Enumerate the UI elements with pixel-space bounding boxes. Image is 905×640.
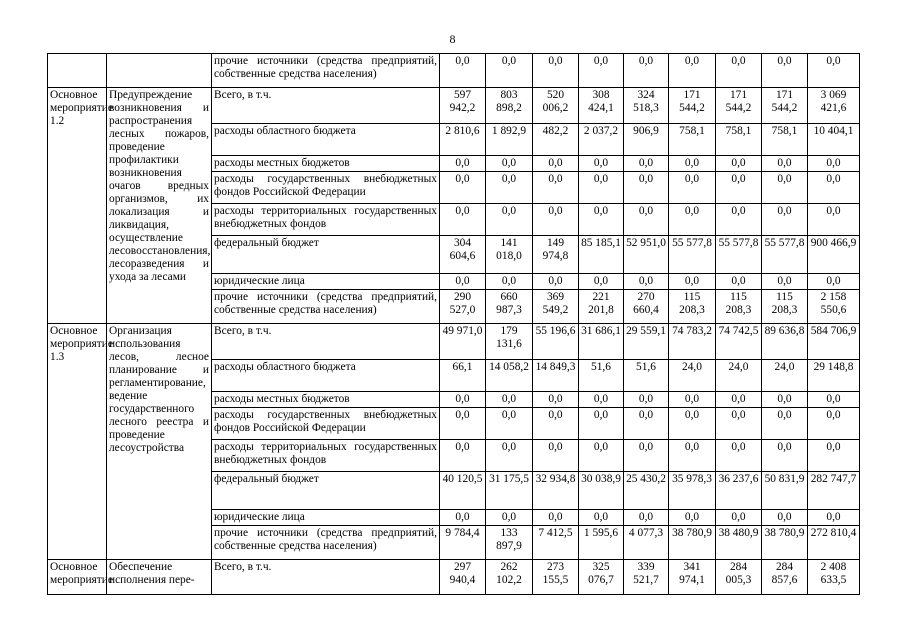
- value-cell: 24,0: [669, 360, 716, 392]
- value-cell: 85 185,1: [579, 236, 624, 274]
- value-cell: 0,0: [762, 156, 808, 172]
- source-cell: прочие источники (средства предприятий, собственные средства населения): [212, 526, 440, 560]
- value-cell: 0,0: [624, 440, 669, 472]
- value-cell: 35 978,3: [669, 472, 716, 510]
- value-cell: 1 595,6: [579, 526, 624, 560]
- value-cell: 221 201,8: [579, 290, 624, 324]
- value-cell: 758,1: [716, 124, 762, 156]
- value-cell: 52 951,0: [624, 236, 669, 274]
- value-cell: 141 018,0: [486, 236, 533, 274]
- table-row: [48, 560, 860, 595]
- value-cell: 0,0: [440, 392, 486, 408]
- value-cell: 0,0: [808, 510, 860, 526]
- value-cell: 341 974,1: [669, 560, 716, 595]
- value-cell: 900 466,9: [808, 236, 860, 274]
- value-cell: 51,6: [579, 360, 624, 392]
- page-number: 8: [449, 32, 456, 46]
- value-cell: 0,0: [762, 172, 808, 204]
- value-cell: 0,0: [808, 440, 860, 472]
- value-cell: 262 102,2: [486, 560, 533, 595]
- value-cell: 31 175,5: [486, 472, 533, 510]
- value-cell: 284 857,6: [762, 560, 808, 595]
- value-cell: 0,0: [533, 54, 579, 88]
- value-cell: 0,0: [808, 204, 860, 236]
- source-cell: расходы местных бюджетов: [212, 156, 440, 172]
- source-cell: расходы местных бюджетов: [212, 392, 440, 408]
- value-cell: 0,0: [762, 408, 808, 440]
- value-cell: 36 237,6: [716, 472, 762, 510]
- source-cell: прочие источники (средства предприятий, собственные средства населения): [212, 54, 440, 88]
- value-cell: 29 559,1: [624, 324, 669, 360]
- value-cell: 0,0: [533, 274, 579, 290]
- value-cell: 55 577,8: [716, 236, 762, 274]
- value-cell: 0,0: [762, 440, 808, 472]
- value-cell: 0,0: [440, 440, 486, 472]
- value-cell: 0,0: [440, 510, 486, 526]
- description-cell: Обеспечение исполнения пере-: [107, 560, 212, 595]
- value-cell: 49 971,0: [440, 324, 486, 360]
- value-cell: 0,0: [486, 172, 533, 204]
- value-cell: 0,0: [669, 172, 716, 204]
- value-cell: 0,0: [579, 156, 624, 172]
- value-cell: 0,0: [762, 54, 808, 88]
- value-cell: 55 577,8: [762, 236, 808, 274]
- value-cell: 0,0: [440, 156, 486, 172]
- value-cell: 0,0: [624, 274, 669, 290]
- source-cell: расходы государственных внебюджетных фондов Российской Федерации: [212, 172, 440, 204]
- source-cell: расходы территориальных государственных внебюджетных фондов: [212, 204, 440, 236]
- value-cell: 171 544,2: [716, 88, 762, 124]
- value-cell: 24,0: [716, 360, 762, 392]
- source-cell: прочие источники (средства предприятий, собственные средства населения): [212, 290, 440, 324]
- value-cell: 74 742,5: [716, 324, 762, 360]
- value-cell: 171 544,2: [669, 88, 716, 124]
- value-cell: 133 897,9: [486, 526, 533, 560]
- value-cell: 0,0: [486, 204, 533, 236]
- value-cell: 3 069 421,6: [808, 88, 860, 124]
- description-cell: [107, 54, 212, 88]
- source-cell: юридические лица: [212, 510, 440, 526]
- source-cell: юридические лица: [212, 274, 440, 290]
- value-cell: 1 892,9: [486, 124, 533, 156]
- source-cell: федеральный бюджет: [212, 236, 440, 274]
- source-cell: Всего, в т.ч.: [212, 88, 440, 124]
- value-cell: 179 131,6: [486, 324, 533, 360]
- value-cell: 0,0: [624, 392, 669, 408]
- value-cell: 0,0: [669, 392, 716, 408]
- source-cell: Всего, в т.ч.: [212, 560, 440, 595]
- value-cell: 2 037,2: [579, 124, 624, 156]
- value-cell: 32 934,8: [533, 472, 579, 510]
- value-cell: 304 604,6: [440, 236, 486, 274]
- table-row: [48, 324, 860, 360]
- value-cell: 0,0: [440, 408, 486, 440]
- value-cell: 9 784,4: [440, 526, 486, 560]
- value-cell: 38 780,9: [762, 526, 808, 560]
- value-cell: 30 038,9: [579, 472, 624, 510]
- value-cell: 14 058,2: [486, 360, 533, 392]
- value-cell: 270 660,4: [624, 290, 669, 324]
- source-cell: Всего, в т.ч.: [212, 324, 440, 360]
- value-cell: 0,0: [716, 274, 762, 290]
- value-cell: 0,0: [716, 204, 762, 236]
- value-cell: 0,0: [716, 408, 762, 440]
- value-cell: 0,0: [624, 408, 669, 440]
- value-cell: 0,0: [440, 54, 486, 88]
- value-cell: 758,1: [669, 124, 716, 156]
- value-cell: 0,0: [486, 510, 533, 526]
- value-cell: 0,0: [533, 510, 579, 526]
- value-cell: 0,0: [579, 440, 624, 472]
- value-cell: 0,0: [808, 392, 860, 408]
- value-cell: 0,0: [486, 274, 533, 290]
- description-cell: Предупреждение возникновения и распространения лесных пожаров, проведение профилактики возникновения очагов вредных организмов, их локализация и ликвидация, осуществление лесовосстановления, лесоразведения и ухода за лесами: [107, 88, 212, 324]
- value-cell: 0,0: [579, 274, 624, 290]
- value-cell: 482,2: [533, 124, 579, 156]
- value-cell: 660 987,3: [486, 290, 533, 324]
- value-cell: 0,0: [716, 440, 762, 472]
- value-cell: 24,0: [762, 360, 808, 392]
- value-cell: 25 430,2: [624, 472, 669, 510]
- value-cell: 51,6: [624, 360, 669, 392]
- value-cell: 4 077,3: [624, 526, 669, 560]
- measure-cell: Основное мероприятие 1.3: [48, 324, 107, 560]
- value-cell: 0,0: [669, 274, 716, 290]
- value-cell: 0,0: [669, 204, 716, 236]
- value-cell: 308 424,1: [579, 88, 624, 124]
- value-cell: 74 783,2: [669, 324, 716, 360]
- value-cell: 50 831,9: [762, 472, 808, 510]
- value-cell: 115 208,3: [762, 290, 808, 324]
- value-cell: 0,0: [762, 274, 808, 290]
- value-cell: 0,0: [440, 274, 486, 290]
- value-cell: 0,0: [624, 172, 669, 204]
- value-cell: 14 849,3: [533, 360, 579, 392]
- value-cell: 0,0: [533, 440, 579, 472]
- value-cell: 171 544,2: [762, 88, 808, 124]
- value-cell: 0,0: [579, 172, 624, 204]
- value-cell: 0,0: [486, 408, 533, 440]
- value-cell: 284 005,3: [716, 560, 762, 595]
- value-cell: 0,0: [762, 510, 808, 526]
- value-cell: 0,0: [716, 156, 762, 172]
- value-cell: 2 810,6: [440, 124, 486, 156]
- value-cell: 0,0: [579, 408, 624, 440]
- measure-cell: [48, 54, 107, 88]
- value-cell: 0,0: [716, 392, 762, 408]
- measure-cell: Основное мероприятие: [48, 560, 107, 595]
- value-cell: 0,0: [762, 392, 808, 408]
- value-cell: 0,0: [716, 54, 762, 88]
- value-cell: 290 527,0: [440, 290, 486, 324]
- value-cell: 0,0: [486, 54, 533, 88]
- value-cell: 0,0: [486, 440, 533, 472]
- value-cell: 0,0: [624, 54, 669, 88]
- value-cell: 2 408 633,5: [808, 560, 860, 595]
- value-cell: 115 208,3: [669, 290, 716, 324]
- value-cell: 0,0: [533, 204, 579, 236]
- value-cell: 0,0: [533, 172, 579, 204]
- funding-table: [47, 53, 860, 595]
- value-cell: 0,0: [808, 54, 860, 88]
- value-cell: 520 006,2: [533, 88, 579, 124]
- source-cell: расходы областного бюджета: [212, 360, 440, 392]
- value-cell: 0,0: [762, 204, 808, 236]
- value-cell: 0,0: [808, 408, 860, 440]
- value-cell: 297 940,4: [440, 560, 486, 595]
- value-cell: 2 158 550,6: [808, 290, 860, 324]
- value-cell: 758,1: [762, 124, 808, 156]
- value-cell: 803 898,2: [486, 88, 533, 124]
- value-cell: 0,0: [716, 172, 762, 204]
- value-cell: 584 706,9: [808, 324, 860, 360]
- value-cell: 0,0: [579, 54, 624, 88]
- source-cell: расходы территориальных государственных внебюджетных фондов: [212, 440, 440, 472]
- value-cell: 0,0: [808, 274, 860, 290]
- value-cell: 0,0: [669, 156, 716, 172]
- value-cell: 272 810,4: [808, 526, 860, 560]
- value-cell: 55 577,8: [669, 236, 716, 274]
- value-cell: 66,1: [440, 360, 486, 392]
- table-row: [48, 54, 860, 88]
- value-cell: 0,0: [579, 204, 624, 236]
- value-cell: 324 518,3: [624, 88, 669, 124]
- value-cell: 38 780,9: [669, 526, 716, 560]
- description-cell: Организация использования лесов, лесное планирование и регламентирование, ведение государственного лесного реестра и проведение лесоустройства: [107, 324, 212, 560]
- value-cell: 273 155,5: [533, 560, 579, 595]
- value-cell: 0,0: [624, 156, 669, 172]
- value-cell: 0,0: [808, 172, 860, 204]
- value-cell: 0,0: [669, 440, 716, 472]
- value-cell: 7 412,5: [533, 526, 579, 560]
- value-cell: 0,0: [533, 156, 579, 172]
- value-cell: 115 208,3: [716, 290, 762, 324]
- value-cell: 0,0: [716, 510, 762, 526]
- value-cell: 0,0: [579, 392, 624, 408]
- value-cell: 149 974,8: [533, 236, 579, 274]
- value-cell: 0,0: [624, 204, 669, 236]
- value-cell: 906,9: [624, 124, 669, 156]
- value-cell: 0,0: [669, 54, 716, 88]
- value-cell: 597 942,2: [440, 88, 486, 124]
- value-cell: 0,0: [440, 172, 486, 204]
- value-cell: 10 404,1: [808, 124, 860, 156]
- value-cell: 29 148,8: [808, 360, 860, 392]
- source-cell: расходы областного бюджета: [212, 124, 440, 156]
- value-cell: 0,0: [808, 156, 860, 172]
- value-cell: 0,0: [579, 510, 624, 526]
- source-cell: федеральный бюджет: [212, 472, 440, 510]
- value-cell: 89 636,8: [762, 324, 808, 360]
- value-cell: 0,0: [669, 510, 716, 526]
- measure-cell: Основное мероприятие 1.2: [48, 88, 107, 324]
- source-cell: расходы государственных внебюджетных фондов Российской Федерации: [212, 408, 440, 440]
- value-cell: 339 521,7: [624, 560, 669, 595]
- value-cell: 369 549,2: [533, 290, 579, 324]
- value-cell: 38 480,9: [716, 526, 762, 560]
- value-cell: 0,0: [669, 408, 716, 440]
- value-cell: 0,0: [624, 510, 669, 526]
- value-cell: 282 747,7: [808, 472, 860, 510]
- value-cell: 0,0: [533, 408, 579, 440]
- table-row: [48, 88, 860, 124]
- value-cell: 55 196,6: [533, 324, 579, 360]
- value-cell: 40 120,5: [440, 472, 486, 510]
- value-cell: 0,0: [486, 156, 533, 172]
- value-cell: 0,0: [486, 392, 533, 408]
- value-cell: 0,0: [533, 392, 579, 408]
- value-cell: 31 686,1: [579, 324, 624, 360]
- value-cell: 325 076,7: [579, 560, 624, 595]
- value-cell: 0,0: [440, 204, 486, 236]
